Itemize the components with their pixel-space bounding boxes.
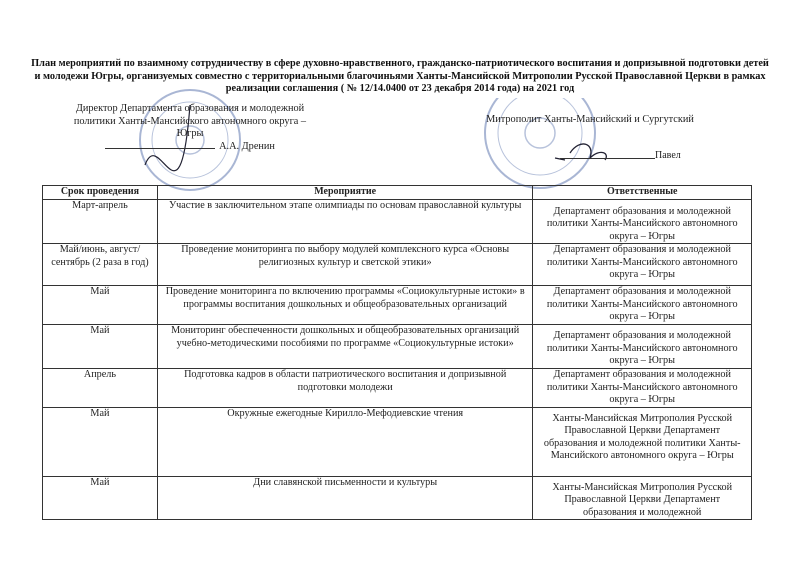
cell-responsible: Ханты-Мансийская Митрополия Русской Православной Церкви Департамент образования и молодежной политики Ханты-Мансийского автономного округа – Югры bbox=[533, 407, 752, 476]
cell-date: Май bbox=[43, 476, 158, 520]
cell-responsible: Департамент образования и молодежной политики Ханты-Мансийского автономного округа – Югры bbox=[533, 244, 752, 286]
document-title: План мероприятий по взаимному сотрудничеству в сфере духовно-нравственного, гражданско-патриотического воспитания и допризывной подготовки детей и молодежи Югры, организуемых совместно с территориальными благочиньями Ханты-Мансийской Митрополии Русской Православной Церкви в рамках реализации соглашения ( № 12/14.0400 от 23 декабря 2014 года) на 2021 год bbox=[31, 58, 769, 94]
column-header-event: Мероприятие bbox=[157, 186, 533, 200]
stamp-right bbox=[470, 98, 610, 198]
cell-date: Март-апрель bbox=[43, 199, 158, 244]
cell-responsible: Департамент образования и молодежной политики Ханты-Мансийского автономного округа – Югры bbox=[533, 286, 752, 325]
cell-date: Май bbox=[43, 325, 158, 369]
cell-date: Май bbox=[43, 286, 158, 325]
signatory-left-name: А.А. Дренин bbox=[219, 140, 275, 152]
cell-event: Проведение мониторинга по выбору модулей комплексного курса «Основы религиозных культур и светской этики» bbox=[157, 244, 533, 286]
table-row bbox=[43, 199, 752, 244]
cell-responsible: Департамент образования и молодежной политики Ханты-Мансийского автономного округа – Югры bbox=[533, 199, 752, 244]
cell-responsible: Департамент образования и молодежной политики Ханты-Мансийского автономного округа – Югры bbox=[533, 369, 752, 408]
events-table bbox=[42, 185, 752, 520]
signatory-left bbox=[70, 103, 310, 153]
cell-responsible: Ханты-Мансийская Митрополия Русской Православной Церкви Департамент образования и молодежной bbox=[533, 476, 752, 520]
column-header-date: Срок проведения bbox=[43, 186, 158, 200]
signature-line bbox=[105, 148, 215, 149]
signature-line bbox=[560, 158, 655, 159]
signatory-right-name: Павел bbox=[655, 150, 681, 161]
cell-date: Май/июнь, август/сентябрь (2 раза в год) bbox=[43, 244, 158, 286]
signatory-right-position: Митрополит Ханты-Мансийский и Сургутский bbox=[486, 114, 694, 125]
table-row bbox=[43, 369, 752, 408]
cell-event: Участие в заключительном этапе олимпиады по основам православной культуры bbox=[157, 199, 533, 244]
signatory-left-position: Директор Департамента образования и молодежной политики Ханты-Мансийского автономного округа – Югры bbox=[73, 103, 307, 139]
cell-event: Дни славянской письменности и культуры bbox=[157, 476, 533, 520]
cell-event: Окружные ежегодные Кирилло-Мефодиевские чтения bbox=[157, 407, 533, 476]
cell-event: Подготовка кадров в области патриотического воспитания и допризывной подготовки молодежи bbox=[157, 369, 533, 408]
table-row bbox=[43, 244, 752, 286]
cell-event: Мониторинг обеспеченности дошкольных и общеобразовательных организаций учебно-методическими пособиями по программе «Социокультурные истоки» bbox=[157, 325, 533, 369]
table-row bbox=[43, 476, 752, 520]
cell-date: Май bbox=[43, 407, 158, 476]
table-header-row bbox=[43, 186, 752, 200]
column-header-responsible: Ответственные bbox=[533, 186, 752, 200]
table-row bbox=[43, 286, 752, 325]
cell-date: Апрель bbox=[43, 369, 158, 408]
table-row bbox=[43, 407, 752, 476]
cell-event: Проведение мониторинга по включению программы «Социокультурные истоки» в программы воспитания дошкольных и общеобразовательных организаций bbox=[157, 286, 533, 325]
table-row bbox=[43, 325, 752, 369]
cell-responsible: Департамент образования и молодежной политики Ханты-Мансийского автономного округа – Югры bbox=[533, 325, 752, 369]
